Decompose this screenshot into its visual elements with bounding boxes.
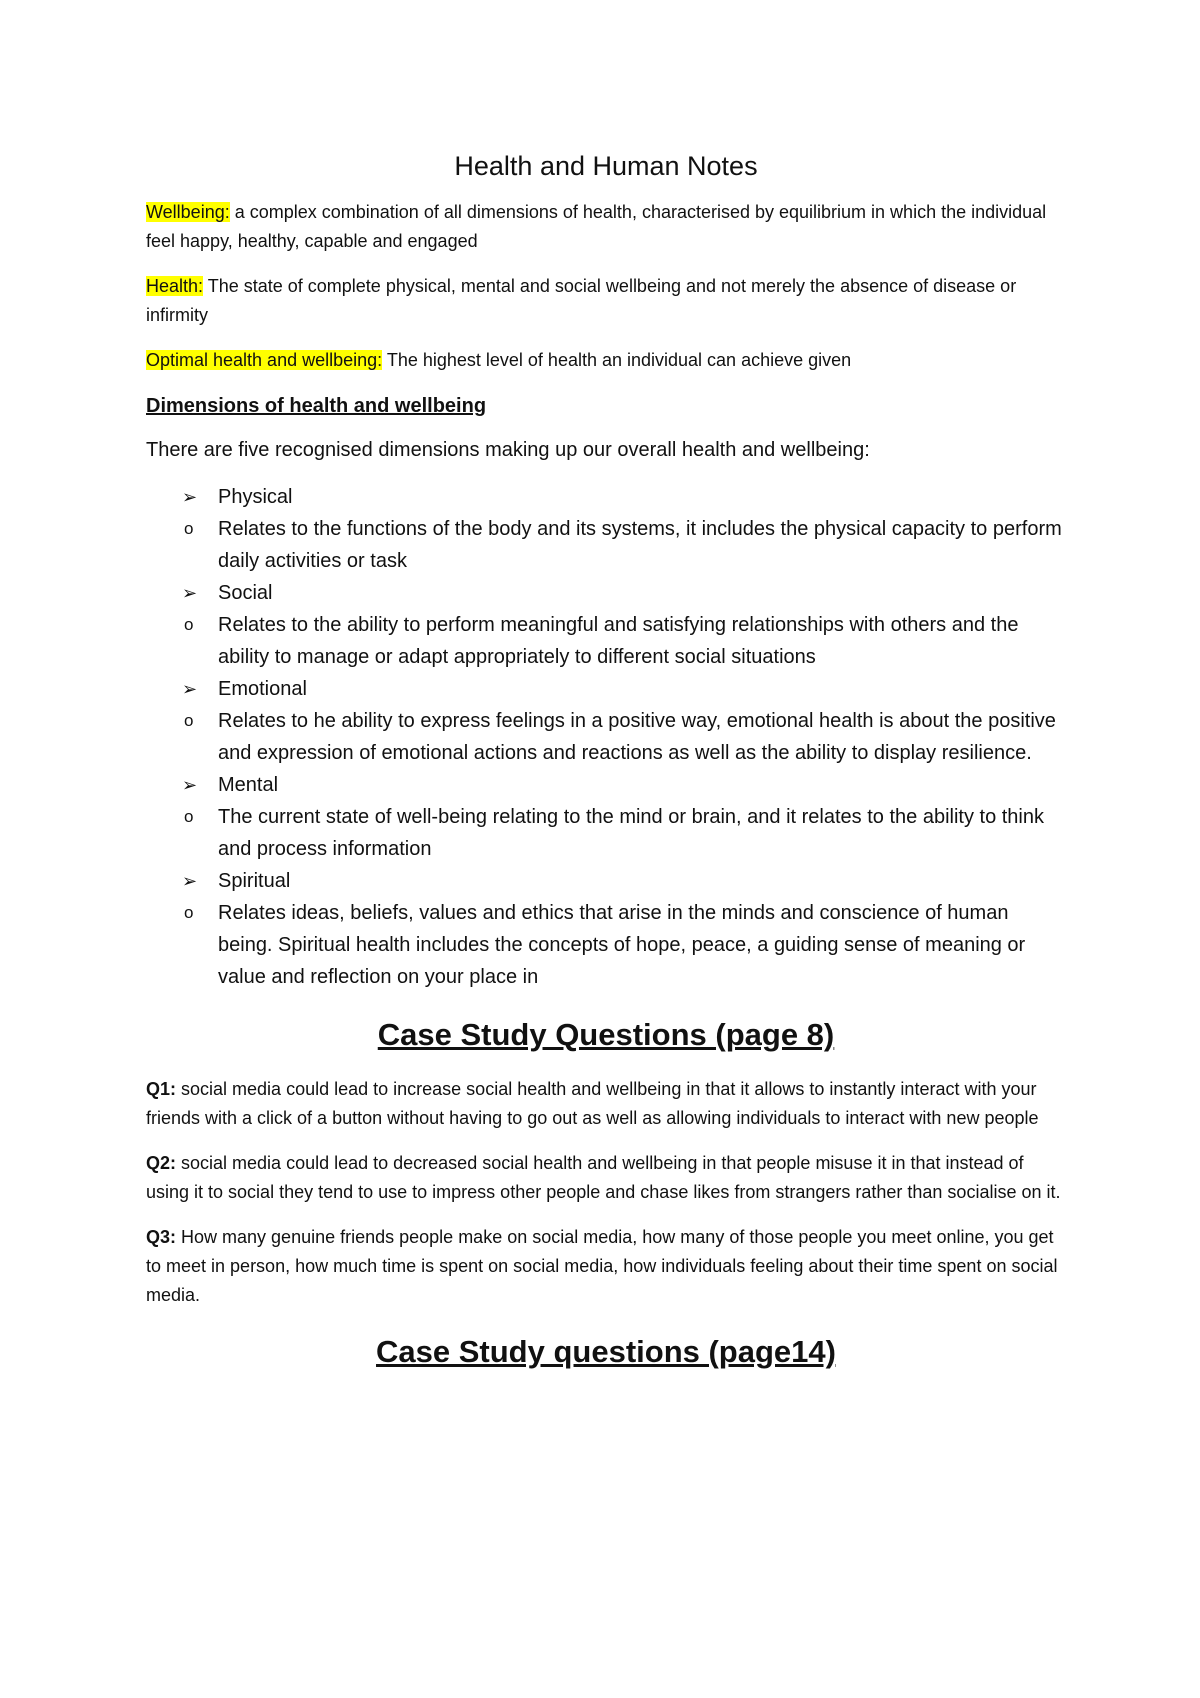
definition-term-highlight: Wellbeing: xyxy=(146,202,230,222)
circle-bullet-icon: o xyxy=(184,711,194,730)
dimension-item-social xyxy=(146,577,1066,673)
circle-bullet-icon: o xyxy=(184,615,194,634)
dimensions-intro: There are five recognised dimensions making up our overall health and wellbeing: xyxy=(146,439,870,461)
definition-text: a complex combination of all dimensions of health, characterised by equilibrium in which the individual feel happy, healthy, capable and engaged xyxy=(146,202,1047,251)
dimension-item-mental xyxy=(146,769,1066,865)
arrow-bullet-icon: ➢ xyxy=(182,487,198,507)
question-label: Q1: xyxy=(146,1079,177,1099)
dimension-item-physical xyxy=(146,481,1066,577)
circle-bullet-icon: o xyxy=(184,807,194,826)
question-answer: How many genuine friends people make on social media, how many of those people you meet online, you get to meet in person, how much time is spent on social media, how individuals feeling about their time spent on social media. xyxy=(146,1227,1058,1305)
definition-optimal-health xyxy=(146,346,1066,375)
definition-term-highlight: Health: xyxy=(146,276,204,296)
dimension-description: The current state of well-being relating to the mind or brain, and it relates to the ability to think and process information xyxy=(218,806,1044,860)
arrow-bullet-icon: ➢ xyxy=(182,775,198,795)
arrow-bullet-icon: ➢ xyxy=(182,871,198,891)
question-label: Q3: xyxy=(146,1227,177,1247)
question-label: Q2: xyxy=(146,1153,177,1173)
page-title: Health and Human Notes xyxy=(454,151,758,181)
question-q2 xyxy=(146,1149,1066,1207)
dimension-item-spiritual xyxy=(146,865,1066,993)
dimension-name: Physical xyxy=(218,486,293,508)
circle-bullet-icon: o xyxy=(184,519,194,538)
dimension-description: Relates to the functions of the body and its systems, it includes the physical capacity to perform daily activities or task xyxy=(218,518,1062,572)
question-answer: social media could lead to decreased social health and wellbeing in that people misuse it in that instead of using it to social they tend to use to impress other people and chase likes from strangers rather than socialise on it. xyxy=(146,1153,1061,1202)
dimension-name: Spiritual xyxy=(218,870,291,892)
question-q3 xyxy=(146,1223,1066,1310)
question-q1 xyxy=(146,1075,1066,1133)
dimension-description: Relates ideas, beliefs, values and ethics that arise in the minds and conscience of human being. Spiritual health includes the concepts of hope, peace, a guiding sense of meaning or value and reflection on your place in xyxy=(218,902,1026,988)
definition-health xyxy=(146,272,1066,330)
case-study-heading-page-8: Case Study Questions (page 8) xyxy=(377,1017,835,1052)
definition-text: The highest level of health an individual can achieve given xyxy=(382,350,852,370)
dimension-name: Emotional xyxy=(218,678,307,700)
arrow-bullet-icon: ➢ xyxy=(182,583,198,603)
definition-term-highlight: Optimal health and wellbeing: xyxy=(146,350,383,370)
definition-text: The state of complete physical, mental and social wellbeing and not merely the absence of disease or infirmity xyxy=(146,276,1017,325)
dimension-name: Mental xyxy=(218,774,279,796)
case-study-heading-page-14: Case Study questions (page14) xyxy=(376,1334,836,1369)
question-answer: social media could lead to increase social health and wellbeing in that it allows to instantly interact with your friends with a click of a button without having to go out as well as allowing individuals to interact with new people xyxy=(146,1079,1039,1128)
circle-bullet-icon: o xyxy=(184,903,194,922)
arrow-bullet-icon: ➢ xyxy=(182,679,198,699)
dimension-description: Relates to the ability to perform meaningful and satisfying relationships with others and the ability to manage or adapt appropriately to different social situations xyxy=(218,614,1019,668)
dimension-item-emotional xyxy=(146,673,1066,769)
dimension-description: Relates to he ability to express feelings in a positive way, emotional health is about the positive and expression of emotional actions and reactions as well as the ability to display resilience. xyxy=(218,710,1056,764)
document-content xyxy=(146,148,1066,1392)
dimension-name: Social xyxy=(218,582,273,604)
definition-wellbeing xyxy=(146,198,1066,256)
dimensions-heading: Dimensions of health and wellbeing xyxy=(146,395,487,417)
dimensions-list xyxy=(146,481,1066,993)
